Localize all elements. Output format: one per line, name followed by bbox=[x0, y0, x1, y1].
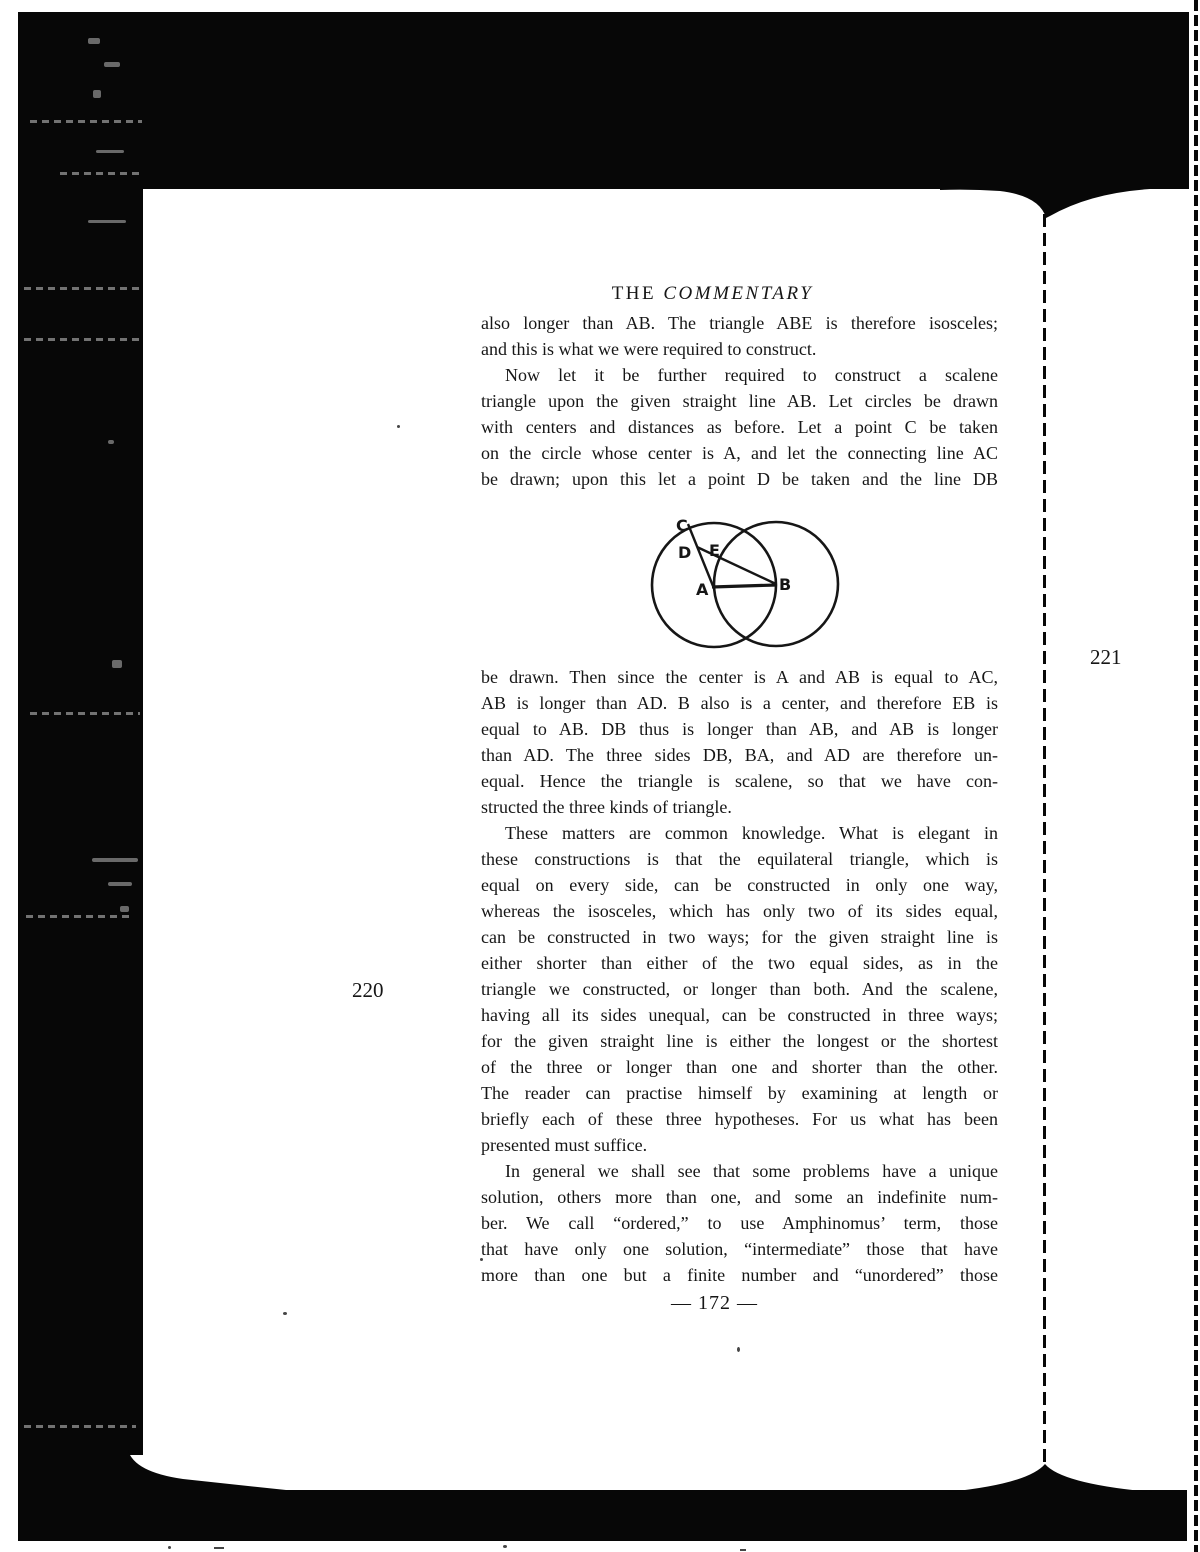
scan-noise bbox=[104, 62, 120, 67]
circles-diagram bbox=[620, 506, 855, 658]
text-line: for the given straight line is either the longest or the shortest bbox=[481, 1031, 998, 1051]
page-number: — 172 — bbox=[671, 1292, 758, 1314]
point-label-a: A bbox=[696, 580, 709, 599]
text-line: Now let it be further required to construct a scalene bbox=[505, 365, 998, 385]
text-line: that have only one solution, “intermediate” those that have bbox=[481, 1239, 998, 1259]
text-line: triangle we constructed, or longer than both. And the scalene, bbox=[481, 979, 998, 999]
text-line: AB is longer than AD. B also is a center, and therefore EB is bbox=[481, 693, 998, 713]
scan-noise bbox=[30, 712, 140, 715]
text-line: equal to AB. DB thus is longer than AB, and AB is longer bbox=[481, 719, 998, 739]
point-label-e: E bbox=[709, 541, 720, 560]
running-head-the: THE bbox=[611, 283, 657, 304]
ink-speck bbox=[283, 1312, 287, 1315]
point-label-b: B bbox=[779, 575, 792, 594]
text-line: solution, others more than one, and some an indefinite num- bbox=[481, 1187, 998, 1207]
text-line: equal. Hence the triangle is scalene, so that we have con- bbox=[481, 771, 998, 791]
text-line: briefly each of these three hypotheses. For us what has been bbox=[481, 1109, 998, 1129]
scan-noise bbox=[120, 906, 129, 912]
text-line: triangle upon the given straight line AB. Let circles be drawn bbox=[481, 391, 998, 411]
text-line: also longer than AB. The triangle ABE is therefore isosceles; bbox=[481, 313, 998, 333]
scan-noise bbox=[88, 38, 100, 44]
scan-noise bbox=[92, 858, 138, 862]
text-line: whereas the isosceles, which has only two of its sides equal, bbox=[481, 901, 998, 921]
line-ab bbox=[712, 585, 776, 587]
text-line: more than one but a finite number and “unordered” those bbox=[481, 1265, 998, 1285]
scan-border-bottom bbox=[18, 1490, 1187, 1541]
scan-noise bbox=[60, 172, 140, 175]
point-label-c: C bbox=[676, 516, 688, 535]
ink-speck bbox=[737, 1347, 740, 1352]
text-line: The reader can practise himself by examining at length or bbox=[481, 1083, 998, 1103]
scan-noise bbox=[108, 882, 132, 886]
text-line: on the circle whose center is A, and let the connecting line AC bbox=[481, 443, 998, 463]
text-line: presented must suffice. bbox=[481, 1135, 648, 1155]
scan-noise bbox=[96, 150, 124, 153]
book-gutter-line bbox=[1043, 214, 1046, 1468]
text-line: These matters are common knowledge. What is elegant in bbox=[505, 823, 998, 843]
scan-border-top bbox=[18, 12, 1189, 189]
ink-speck bbox=[214, 1547, 224, 1549]
text-line: and this is what we were required to construct. bbox=[481, 339, 817, 359]
scan-noise bbox=[112, 660, 122, 668]
text-line: In general we shall see that some problems have a unique bbox=[505, 1161, 998, 1181]
geometry-figure bbox=[620, 506, 855, 658]
scan-noise bbox=[30, 120, 142, 123]
scan-noise bbox=[24, 1425, 136, 1428]
scan-noise bbox=[88, 220, 126, 223]
text-line: either shorter than either of the two equal sides, as in the bbox=[481, 953, 998, 973]
text-line: than AD. The three sides DB, BA, and AD are therefore un- bbox=[481, 745, 998, 765]
ink-speck bbox=[168, 1546, 171, 1549]
point-label-d: D bbox=[678, 543, 692, 562]
running-head-title: COMMENTARY bbox=[663, 283, 814, 304]
text-line: with centers and distances as before. Let a point C be taken bbox=[481, 417, 998, 437]
body-text-column bbox=[481, 310, 998, 1288]
text-line: equal on every side, can be constructed in only one way, bbox=[481, 875, 998, 895]
margin-number-220: 220 bbox=[352, 978, 384, 1002]
scan-border-left bbox=[18, 12, 143, 1455]
ink-speck bbox=[740, 1549, 746, 1551]
text-line: structed the three kinds of triangle. bbox=[481, 797, 732, 817]
margin-number-221: 221 bbox=[1090, 645, 1122, 669]
text-line: be drawn. Then since the center is A and AB is equal to AC, bbox=[481, 667, 998, 687]
scan-noise bbox=[24, 338, 142, 341]
scan-noise bbox=[93, 90, 101, 98]
running-head bbox=[454, 283, 971, 305]
text-line: can be constructed in two ways; for the given straight line is bbox=[481, 927, 998, 947]
scan-noise bbox=[108, 440, 114, 444]
scan-noise bbox=[26, 915, 130, 918]
ink-speck bbox=[397, 425, 400, 428]
scan-noise bbox=[24, 287, 142, 290]
right-page-edge-dashes bbox=[1194, 0, 1198, 1552]
text-line: of the three or longer than one and shorter than the other. bbox=[481, 1057, 998, 1077]
text-line: be drawn; upon this let a point D be taken and the line DB bbox=[481, 469, 998, 489]
page-bottom-left-slope bbox=[18, 1450, 286, 1492]
text-line: having all its sides unequal, can be constructed in three ways; bbox=[481, 1005, 998, 1025]
text-line: ber. We call “ordered,” to use Amphinomus’ term, those bbox=[481, 1213, 998, 1233]
page-bottom-gutter-peak bbox=[948, 1464, 1152, 1492]
ink-speck bbox=[503, 1545, 507, 1548]
text-line: these constructions is that the equilateral triangle, which is bbox=[481, 849, 998, 869]
